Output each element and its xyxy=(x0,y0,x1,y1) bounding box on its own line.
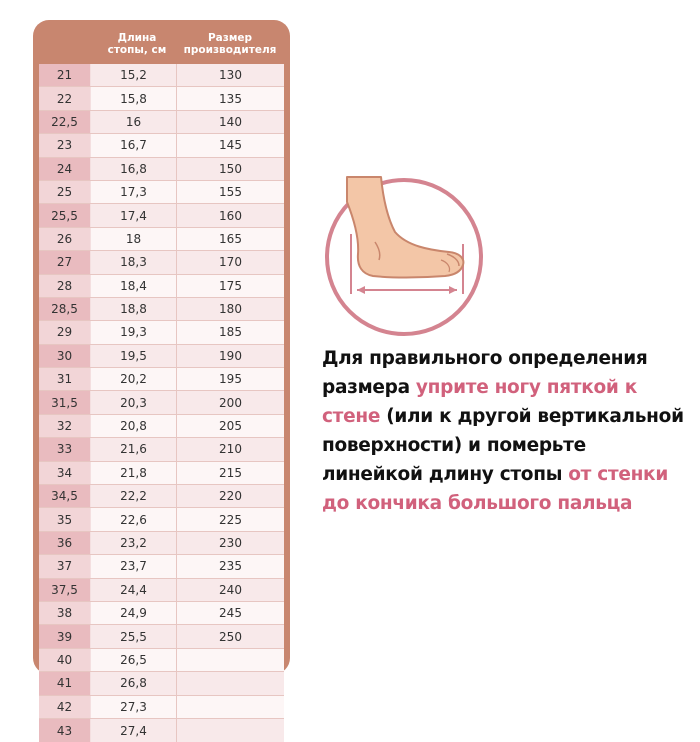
table-row xyxy=(39,625,284,648)
table-row xyxy=(39,602,284,625)
foot-measurement-icon xyxy=(325,178,483,336)
cell-size: 42 xyxy=(39,696,91,718)
cell-maker-size: 175 xyxy=(177,275,284,297)
table-row xyxy=(39,345,284,368)
table-row xyxy=(39,672,284,695)
cell-foot-length: 26,5 xyxy=(91,649,177,671)
cell-foot-length: 17,4 xyxy=(91,204,177,226)
cell-size: 34,5 xyxy=(39,485,91,507)
cell-maker-size xyxy=(177,649,284,671)
cell-size: 25,5 xyxy=(39,204,91,226)
cell-foot-length: 16,7 xyxy=(91,134,177,156)
table-row xyxy=(39,251,284,274)
table-row xyxy=(39,298,284,321)
cell-size: 37 xyxy=(39,555,91,577)
cell-maker-size: 165 xyxy=(177,228,284,250)
cell-maker-size xyxy=(177,672,284,694)
instruction-part1: Для правильного определения размера xyxy=(322,348,648,398)
cell-foot-length: 15,8 xyxy=(91,87,177,109)
cell-foot-length: 21,6 xyxy=(91,438,177,460)
cell-size: 25 xyxy=(39,181,91,203)
cell-size: 39 xyxy=(39,625,91,647)
cell-foot-length: 26,8 xyxy=(91,672,177,694)
cell-foot-length: 16,8 xyxy=(91,158,177,180)
table-row xyxy=(39,649,284,672)
table-row xyxy=(39,508,284,531)
table-row xyxy=(39,181,284,204)
cell-maker-size: 215 xyxy=(177,462,284,484)
table-row xyxy=(39,158,284,181)
cell-foot-length: 25,5 xyxy=(91,625,177,647)
table-row xyxy=(39,719,284,742)
cell-maker-size: 180 xyxy=(177,298,284,320)
cell-foot-length: 18,8 xyxy=(91,298,177,320)
cell-maker-size: 155 xyxy=(177,181,284,203)
table-row xyxy=(39,228,284,251)
cell-foot-length: 24,9 xyxy=(91,602,177,624)
cell-size: 34 xyxy=(39,462,91,484)
cell-foot-length: 18,3 xyxy=(91,251,177,273)
instruction-part2: (или к другой вертикальной поверхности) и померьте линейкой длину стопы xyxy=(322,406,684,485)
cell-foot-length: 20,8 xyxy=(91,415,177,437)
table-row xyxy=(39,579,284,602)
table-row xyxy=(39,64,284,87)
cell-maker-size: 150 xyxy=(177,158,284,180)
cell-size: 29 xyxy=(39,321,91,343)
table-row xyxy=(39,438,284,461)
cell-foot-length: 27,3 xyxy=(91,696,177,718)
cell-size: 33 xyxy=(39,438,91,460)
table-row xyxy=(39,391,284,414)
table-header xyxy=(39,26,284,64)
cell-maker-size: 170 xyxy=(177,251,284,273)
cell-size: 22,5 xyxy=(39,111,91,133)
cell-size: 31 xyxy=(39,368,91,390)
cell-maker-size: 135 xyxy=(177,87,284,109)
cell-maker-size: 210 xyxy=(177,438,284,460)
cell-maker-size: 245 xyxy=(177,602,284,624)
cell-size: 37,5 xyxy=(39,579,91,601)
cell-foot-length: 18 xyxy=(91,228,177,250)
cell-foot-length: 16 xyxy=(91,111,177,133)
instruction-highlight2: от стенки до кончика большого пальца xyxy=(322,464,668,514)
cell-size: 31,5 xyxy=(39,391,91,413)
table-row xyxy=(39,532,284,555)
cell-foot-length: 19,5 xyxy=(91,345,177,367)
table-row xyxy=(39,555,284,578)
cell-foot-length: 24,4 xyxy=(91,579,177,601)
cell-size: 23 xyxy=(39,134,91,156)
instruction-highlight1: уприте ногу пяткой к стене xyxy=(322,377,637,427)
table-row xyxy=(39,204,284,227)
table-row xyxy=(39,134,284,157)
cell-foot-length: 18,4 xyxy=(91,275,177,297)
cell-maker-size: 160 xyxy=(177,204,284,226)
cell-foot-length: 19,3 xyxy=(91,321,177,343)
cell-maker-size: 145 xyxy=(177,134,284,156)
cell-size: 38 xyxy=(39,602,91,624)
cell-maker-size: 220 xyxy=(177,485,284,507)
header-maker-size: Размер производителя xyxy=(183,32,277,56)
cell-maker-size: 195 xyxy=(177,368,284,390)
table-row xyxy=(39,111,284,134)
cell-size: 26 xyxy=(39,228,91,250)
cell-size: 43 xyxy=(39,719,91,742)
cell-size: 24 xyxy=(39,158,91,180)
table-row xyxy=(39,275,284,298)
table-row xyxy=(39,462,284,485)
table-row xyxy=(39,696,284,719)
table-row xyxy=(39,368,284,391)
instruction-text xyxy=(322,344,692,518)
cell-foot-length: 21,8 xyxy=(91,462,177,484)
cell-maker-size: 225 xyxy=(177,508,284,530)
header-foot-length: Длина стопы, см xyxy=(107,32,167,56)
cell-size: 28,5 xyxy=(39,298,91,320)
cell-size: 40 xyxy=(39,649,91,671)
cell-foot-length: 22,6 xyxy=(91,508,177,530)
cell-maker-size: 130 xyxy=(177,64,284,86)
cell-foot-length: 22,2 xyxy=(91,485,177,507)
cell-maker-size: 235 xyxy=(177,555,284,577)
cell-maker-size: 240 xyxy=(177,579,284,601)
cell-foot-length: 20,3 xyxy=(91,391,177,413)
table-row xyxy=(39,485,284,508)
cell-foot-length: 17,3 xyxy=(91,181,177,203)
cell-foot-length: 23,2 xyxy=(91,532,177,554)
cell-maker-size: 250 xyxy=(177,625,284,647)
cell-size: 30 xyxy=(39,345,91,367)
cell-maker-size: 200 xyxy=(177,391,284,413)
cell-size: 35 xyxy=(39,508,91,530)
cell-maker-size xyxy=(177,719,284,742)
size-table xyxy=(33,20,290,738)
cell-size: 21 xyxy=(39,64,91,86)
cell-maker-size xyxy=(177,696,284,718)
cell-foot-length: 23,7 xyxy=(91,555,177,577)
cell-foot-length: 20,2 xyxy=(91,368,177,390)
cell-size: 41 xyxy=(39,672,91,694)
cell-size: 32 xyxy=(39,415,91,437)
cell-maker-size: 140 xyxy=(177,111,284,133)
cell-size: 22 xyxy=(39,87,91,109)
cell-size: 28 xyxy=(39,275,91,297)
cell-maker-size: 205 xyxy=(177,415,284,437)
cell-maker-size: 190 xyxy=(177,345,284,367)
cell-foot-length: 15,2 xyxy=(91,64,177,86)
table-body xyxy=(39,64,284,738)
cell-maker-size: 230 xyxy=(177,532,284,554)
cell-size: 27 xyxy=(39,251,91,273)
cell-maker-size: 185 xyxy=(177,321,284,343)
table-row xyxy=(39,321,284,344)
cell-size: 36 xyxy=(39,532,91,554)
cell-foot-length: 27,4 xyxy=(91,719,177,742)
table-row xyxy=(39,87,284,110)
table-row xyxy=(39,415,284,438)
